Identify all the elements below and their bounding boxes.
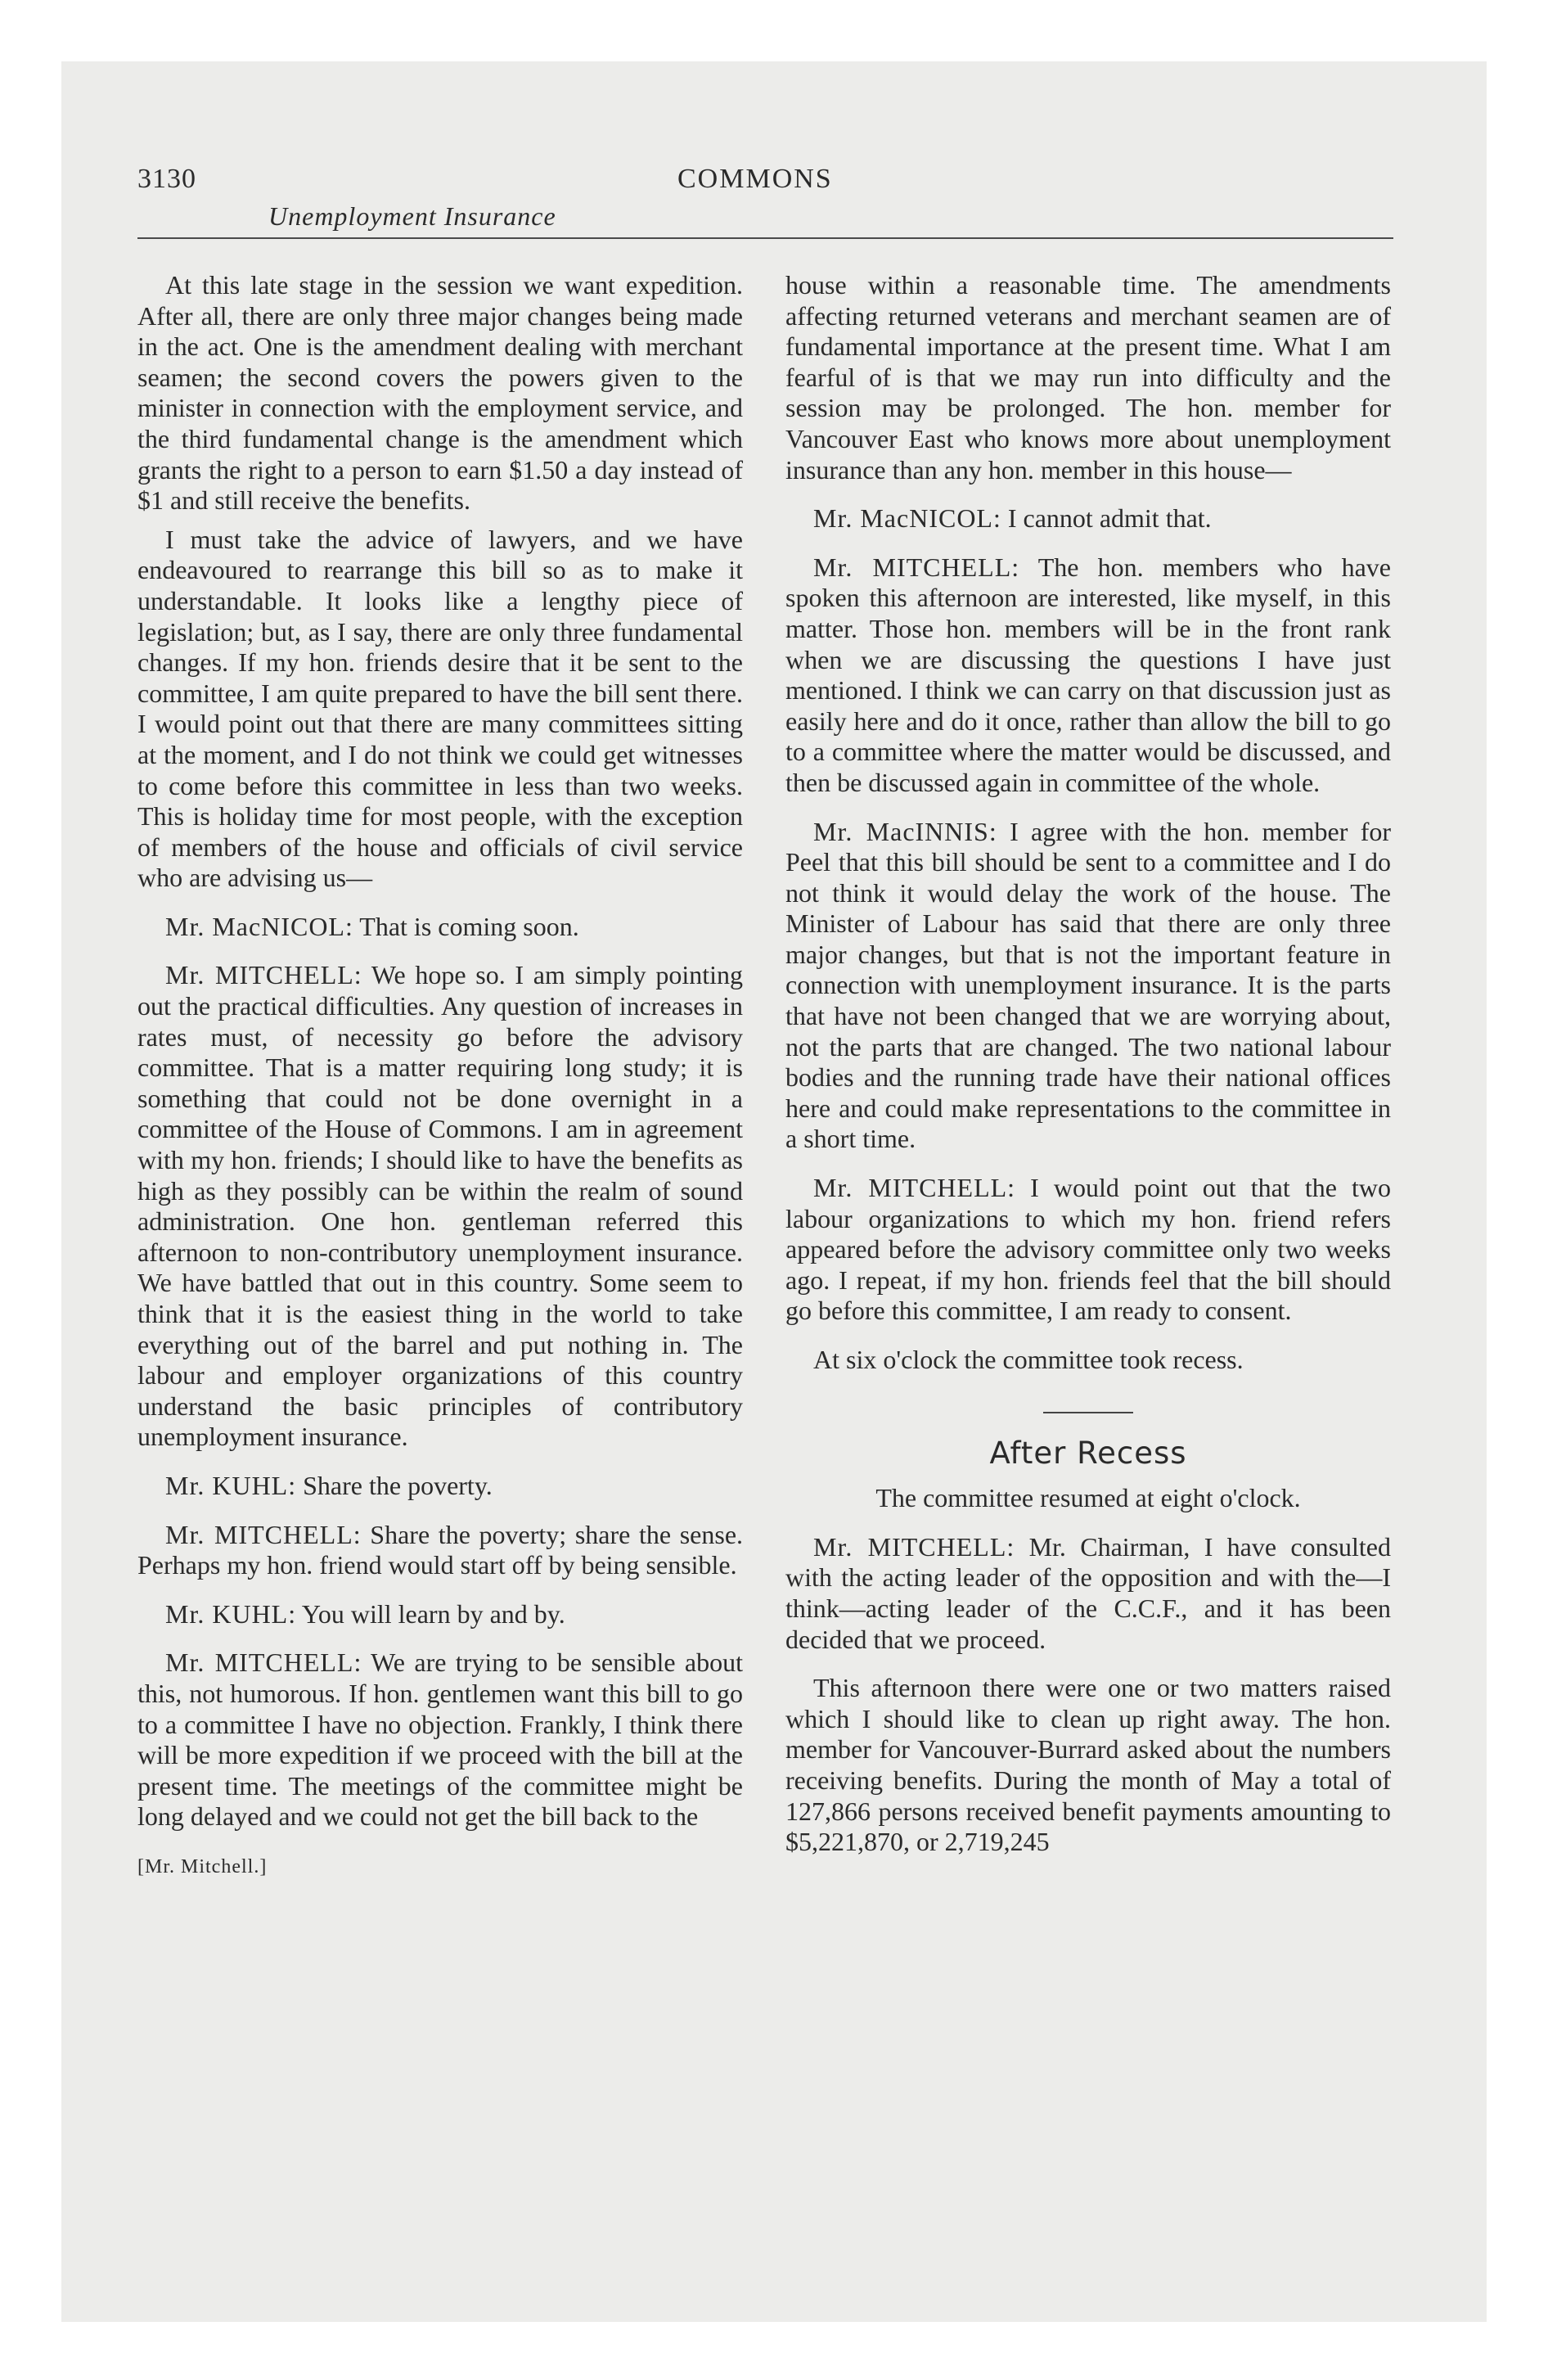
speaker-name: Mr. MacNICOL: <box>813 503 1001 534</box>
recess-note: At six o'clock the committee took recess. <box>813 1345 1244 1374</box>
speaker-name: Mr. MITCHELL: <box>165 1519 362 1549</box>
speaker-name: Mr. KUHL: <box>165 1598 297 1629</box>
paragraph: I must take the advice of lawyers, and we have endeavoured to rearrange this bill so as to make it understandable. It looks like a lengthy piece of legislation; but, as I say, there are only three fundamental changes. If my hon. friends desire that it be sent to the committee, I am quite prepared to have the bill sent there. I would point out that there are many committees sitting at the moment, and I do not think we could get witnesses to come before this committee in less than two weeks. This is holiday time for most people, with the exception of members of the house and officials of civil service who are advising us— <box>137 524 743 893</box>
speech-text: I cannot admit that. <box>1007 503 1212 534</box>
page-number: 3130 <box>137 164 196 194</box>
speech-paragraph <box>137 1599 743 1630</box>
speech-text: I agree with the hon. member for Peel that this bill should be sent to a committee and I do not think it would delay the work of the house. The Minister of Labour has said that there are only three major changes, but that is not the important feature in connection with unemployment insurance. It is the parts that have not been changed that we are worrying about, not the parts that are changed. The two national labour bodies and the running trade have their national offices here and could make representations to the committee in a short time. <box>785 816 1392 1154</box>
paragraph: house within a reasonable time. The amendments affecting returned veterans and merchant seamen are of fundamental importance at the present time. What I am fearful of is that we may run into difficulty and the session may be prolonged. The hon. member for Vancouver East who knows more about unemployment insurance than any hon. member in this house— <box>785 270 1391 485</box>
speech-paragraph <box>785 817 1391 1156</box>
left-column <box>137 270 743 1883</box>
speech-text: I would point out that the two labour organizations to which my hon. friend refers appeared before the advisory committee only two weeks ago. I repeat, if my hon. friends feel that the bill should go before this committee, I am ready to consent. <box>785 1173 1392 1326</box>
section-divider <box>1043 1412 1133 1413</box>
speech-text: You will learn by and by. <box>301 1598 565 1629</box>
speaker-name: Mr. MITCHELL: <box>165 1648 362 1678</box>
speech-paragraph <box>137 960 743 1453</box>
speech-text: We hope so. I am simply pointing out the practical difficulties. Any question of increases in rates must, of necessity go before the advisory committee. That is a matter requiring long study; it is something that could not be done overnight in a committee of the House of Commons. I am in agreement with my hon. friends; I should like to have the benefits as high as they possibly can be within the realm of sound administration. One hon. gentleman referred this afternoon to non-contributory unemployment insurance. We have battled that out in this country. Some seem to think that it is the easiest thing in the world to take everything out of the barrel and put nothing in. The labour and employer organizations of this country understand the basic principles of contributory unemployment insurance. <box>137 960 744 1452</box>
speech-paragraph <box>137 1648 743 1832</box>
page-header <box>137 164 1393 246</box>
speech-text: That is coming soon. <box>359 911 579 941</box>
speaker-name: Mr. MITCHELL: <box>813 1531 1015 1562</box>
speaker-name: Mr. MITCHELL: <box>165 960 362 990</box>
speaker-name: Mr. MacINNIS: <box>813 816 997 846</box>
speaker-name: Mr. MITCHELL: <box>813 552 1020 582</box>
speech-text: We are trying to be sensible about this, not humorous. If hon. gentlemen want this bill to go to a committee I have no objection. Frankly, I think there will be more expedition if we proceed with the bill at the present time. The meetings of the committee might be long delayed and we could not get the bill back to the <box>137 1648 744 1832</box>
speech-paragraph <box>137 1471 743 1502</box>
section-title: Unemployment Insurance <box>268 201 556 231</box>
running-head: COMMONS <box>677 164 833 194</box>
speech-text: Share the poverty; share the sense. Perhaps my hon. friend would start off by being sensible. <box>137 1519 744 1580</box>
speech-paragraph <box>137 912 743 943</box>
speech-paragraph <box>137 1520 743 1581</box>
paragraph: At this late stage in the session we want expedition. After all, there are only three major changes being made in the act. One is the amendment dealing with merchant seamen; the second covers the powers given to the minister in connection with the employment service, and the third fundamental change is the amendment which grants the right to a person to earn $1.50 a day instead of $1 and still receive the benefits. <box>137 270 743 516</box>
speech-paragraph <box>785 503 1391 534</box>
right-column <box>785 270 1391 1858</box>
paragraph: This afternoon there were one or two matters raised which I should like to clean up right away. The hon. member for Vancouver-Burrard asked about the numbers receiving benefits. During the month of May a total of 127,866 persons received benefit payments amounting to $5,221,870, or 2,719,245 <box>785 1673 1391 1857</box>
speaker-name: Mr. MITCHELL: <box>813 1173 1016 1203</box>
resumed-note: The committee resumed at eight o'clock. <box>875 1483 1301 1513</box>
speaker-name: Mr. MacNICOL: <box>165 911 353 941</box>
header-rule <box>137 237 1393 239</box>
speech-paragraph <box>785 552 1391 799</box>
speech-paragraph <box>785 1173 1391 1327</box>
after-recess-heading: After Recess <box>989 1435 1187 1471</box>
speech-text: Share the poverty. <box>303 1470 493 1500</box>
speech-paragraph <box>785 1532 1391 1655</box>
speech-text: Mr. Chairman, I have consulted with the acting leader of the opposition and with the—I think—acting leader of the C.C.F., and it has been decided that we proceed. <box>785 1531 1391 1654</box>
speaker-name: Mr. KUHL: <box>165 1470 297 1500</box>
speech-text: The hon. members who have spoken this afternoon are interested, like myself, in this matter. Those hon. members will be in the front rank when we are discussing the questions I have just mentioned. I think we can carry on that discussion just as easily here and do it once, rather than allow the bill to go to a committee where the matter would be discussed, and then be discussed again in committee of the whole. <box>785 552 1391 797</box>
footer-speaker-reference: [Mr. Mitchell.] <box>137 1855 268 1877</box>
